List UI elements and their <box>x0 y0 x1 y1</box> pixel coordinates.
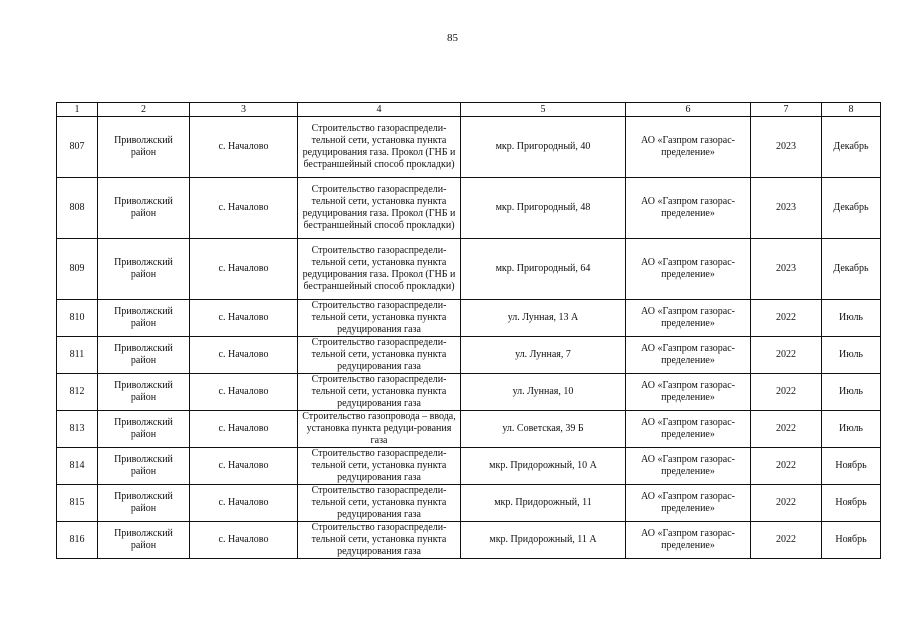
address-cell: ул. Лунная, 13 А <box>461 300 626 337</box>
settlement-cell: с. Началово <box>190 117 298 178</box>
month-cell: Июль <box>822 411 881 448</box>
work-description-cell: Строительство газопровода – ввода, установка пункта редуци-рования газа <box>298 411 461 448</box>
month-cell: Июль <box>822 300 881 337</box>
year-cell: 2022 <box>751 411 822 448</box>
row-number-cell: 809 <box>57 239 98 300</box>
year-cell: 2022 <box>751 374 822 411</box>
row-number-cell: 814 <box>57 448 98 485</box>
table-row <box>57 337 881 374</box>
table-row <box>57 117 881 178</box>
year-cell: 2022 <box>751 337 822 374</box>
month-cell: Ноябрь <box>822 522 881 559</box>
organization-cell <box>626 522 751 559</box>
district-cell: Приволжский район <box>98 239 190 300</box>
table-row <box>57 411 881 448</box>
organization-cell <box>626 337 751 374</box>
district-cell: Приволжский район <box>98 448 190 485</box>
organization-text: АО «Газпром газорас-пределение» <box>641 343 735 366</box>
settlement-cell: с. Началово <box>190 337 298 374</box>
organization-text: АО «Газпром газорас-пределение» <box>641 454 735 477</box>
table-row <box>57 374 881 411</box>
column-number: 6 <box>626 103 751 117</box>
row-number-cell: 811 <box>57 337 98 374</box>
organization-cell <box>626 485 751 522</box>
column-number: 8 <box>822 103 881 117</box>
year-cell: 2023 <box>751 239 822 300</box>
work-description-cell: Строительство газораспредели-тельной сети, установка пункта редуцирования газа <box>298 448 461 485</box>
settlement-cell: с. Началово <box>190 239 298 300</box>
settlement-cell: с. Началово <box>190 300 298 337</box>
work-description-cell: Строительство газораспредели-тельной сети, установка пункта редуцирования газа. Прокол (ГНБ и бестраншейный способ прокладки) <box>298 239 461 300</box>
address-cell: мкр. Пригородный, 48 <box>461 178 626 239</box>
table-row <box>57 178 881 239</box>
settlement-cell: с. Началово <box>190 374 298 411</box>
table-row <box>57 485 881 522</box>
column-number: 5 <box>461 103 626 117</box>
column-number: 4 <box>298 103 461 117</box>
organization-cell <box>626 239 751 300</box>
year-cell: 2023 <box>751 178 822 239</box>
organization-text: АО «Газпром газорас-пределение» <box>641 380 735 403</box>
district-cell: Приволжский район <box>98 522 190 559</box>
organization-cell <box>626 448 751 485</box>
work-description-cell: Строительство газораспредели-тельной сети, установка пункта редуцирования газа. Прокол (ГНБ и бестраншейный способ прокладки) <box>298 117 461 178</box>
month-cell: Декабрь <box>822 178 881 239</box>
settlement-cell: с. Началово <box>190 448 298 485</box>
organization-text: АО «Газпром газорас-пределение» <box>641 306 735 329</box>
organization-text: АО «Газпром газорас-пределение» <box>641 196 735 219</box>
work-description-cell: Строительство газораспредели-тельной сети, установка пункта редуцирования газа <box>298 522 461 559</box>
work-description-cell: Строительство газораспредели-тельной сети, установка пункта редуцирования газа <box>298 337 461 374</box>
column-number: 1 <box>57 103 98 117</box>
column-number: 3 <box>190 103 298 117</box>
settlement-cell: с. Началово <box>190 411 298 448</box>
row-number-cell: 815 <box>57 485 98 522</box>
organization-cell <box>626 374 751 411</box>
month-cell: Декабрь <box>822 117 881 178</box>
table-row <box>57 300 881 337</box>
district-cell: Приволжский район <box>98 374 190 411</box>
address-cell: мкр. Придорожный, 11 А <box>461 522 626 559</box>
row-number-cell: 807 <box>57 117 98 178</box>
organization-text: АО «Газпром газорас-пределение» <box>641 417 735 440</box>
district-cell: Приволжский район <box>98 117 190 178</box>
registry-table <box>56 102 881 559</box>
month-cell: Ноябрь <box>822 485 881 522</box>
work-description-cell: Строительство газораспредели-тельной сети, установка пункта редуцирования газа <box>298 374 461 411</box>
organization-text: АО «Газпром газорас-пределение» <box>641 257 735 280</box>
registry-table-body <box>57 103 881 559</box>
organization-text: АО «Газпром газорас-пределение» <box>641 491 735 514</box>
address-cell: ул. Советская, 39 Б <box>461 411 626 448</box>
organization-cell <box>626 300 751 337</box>
organization-text: АО «Газпром газорас-пределение» <box>641 135 735 158</box>
year-cell: 2022 <box>751 522 822 559</box>
table-row <box>57 239 881 300</box>
row-number-cell: 810 <box>57 300 98 337</box>
year-cell: 2022 <box>751 300 822 337</box>
organization-cell <box>626 178 751 239</box>
settlement-cell: с. Началово <box>190 485 298 522</box>
month-cell: Декабрь <box>822 239 881 300</box>
month-cell: Июль <box>822 337 881 374</box>
district-cell: Приволжский район <box>98 337 190 374</box>
organization-cell <box>626 411 751 448</box>
year-cell: 2023 <box>751 117 822 178</box>
work-description-cell: Строительство газораспредели-тельной сети, установка пункта редуцирования газа. Прокол (ГНБ и бестраншейный способ прокладки) <box>298 178 461 239</box>
column-number-row <box>57 103 881 117</box>
address-cell: мкр. Придорожный, 11 <box>461 485 626 522</box>
address-cell: мкр. Придорожный, 10 А <box>461 448 626 485</box>
settlement-cell: с. Началово <box>190 522 298 559</box>
table-row <box>57 448 881 485</box>
page-number: 85 <box>447 32 458 44</box>
row-number-cell: 812 <box>57 374 98 411</box>
row-number-cell: 816 <box>57 522 98 559</box>
organization-cell <box>626 117 751 178</box>
month-cell: Июль <box>822 374 881 411</box>
district-cell: Приволжский район <box>98 300 190 337</box>
district-cell: Приволжский район <box>98 485 190 522</box>
district-cell: Приволжский район <box>98 411 190 448</box>
year-cell: 2022 <box>751 485 822 522</box>
column-number: 7 <box>751 103 822 117</box>
settlement-cell: с. Началово <box>190 178 298 239</box>
district-cell: Приволжский район <box>98 178 190 239</box>
address-cell: мкр. Пригородный, 64 <box>461 239 626 300</box>
address-cell: ул. Лунная, 10 <box>461 374 626 411</box>
work-description-cell: Строительство газораспредели-тельной сети, установка пункта редуцирования газа <box>298 485 461 522</box>
month-cell: Ноябрь <box>822 448 881 485</box>
address-cell: мкр. Пригородный, 40 <box>461 117 626 178</box>
column-number: 2 <box>98 103 190 117</box>
row-number-cell: 808 <box>57 178 98 239</box>
work-description-cell: Строительство газораспредели-тельной сети, установка пункта редуцирования газа <box>298 300 461 337</box>
year-cell: 2022 <box>751 448 822 485</box>
row-number-cell: 813 <box>57 411 98 448</box>
table-row <box>57 522 881 559</box>
address-cell: ул. Лунная, 7 <box>461 337 626 374</box>
organization-text: АО «Газпром газорас-пределение» <box>641 528 735 551</box>
